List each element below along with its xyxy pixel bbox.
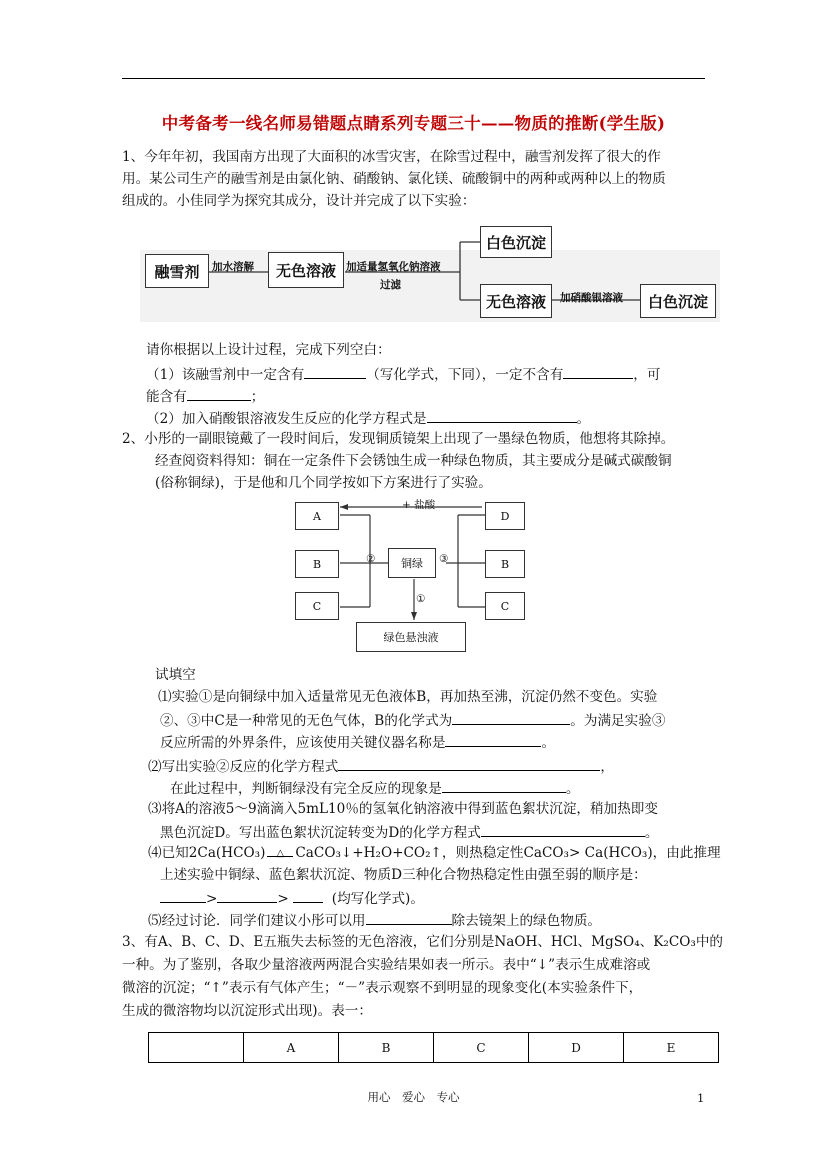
table-header-row <box>149 1033 719 1063</box>
box-colorless-solution-1: 无色溶液 <box>268 252 344 288</box>
q2-s1-line-1: ⑴实验①是向铜绿中加入适量常见无色液体B，再加热至沸，沉淀仍然不变色。实验 <box>158 689 658 705</box>
q2-line-3: (俗称铜绿)，于是他和几个同学按如下方案进行了实验。 <box>155 475 492 491</box>
box-D: D <box>485 502 525 530</box>
blank-instrument[interactable] <box>445 732 541 747</box>
blank-equation-2[interactable] <box>338 756 600 771</box>
blank-order-1[interactable] <box>160 888 206 903</box>
box-snowmelt: 融雪剂 <box>145 254 209 288</box>
blank-equation-d[interactable] <box>481 822 645 837</box>
blank-may-contain[interactable] <box>187 386 251 401</box>
blank-order-3[interactable] <box>293 888 323 903</box>
label-step-1: ① <box>416 593 426 605</box>
arrow-label-agno3: 加硝酸银溶液 <box>560 292 623 304</box>
q1-part-2: （2）加入硝酸银溶液发生反应的化学方程式是 。 <box>146 408 590 429</box>
table-cell: D <box>529 1033 624 1063</box>
blank-b-formula[interactable] <box>452 710 570 725</box>
box-white-precipitate-1: 白色沉淀 <box>480 226 552 258</box>
q1-line-2: 用。某公司生产的融雪剂是由氯化钠、硝酸钠、氯化镁、硫酸铜中的两种或两种以上的物质 <box>122 171 666 187</box>
q3-line-2: 一种。为了鉴别，各取少量溶液两两混合实验结果如表一所示。表中“↓”表示生成难溶或 <box>122 957 651 973</box>
box-verdigris: 铜绿 <box>388 548 436 578</box>
q2-s1-line-3: 反应所需的外界条件，应该使用关键仪器名称是 。 <box>160 732 555 753</box>
blank-removal-agent[interactable] <box>366 910 452 925</box>
q2-s4-line-3: > > (均写化学式)。 <box>160 888 424 909</box>
q2-s5: ⑸经过讨论．同学们建议小彤可以用 除去镜架上的绿色物质。 <box>148 910 601 931</box>
q2-fill-prompt: 试填空 <box>155 667 196 683</box>
q2-s2-line-2: 在此过程中，判断铜绿没有完全反应的现象是 。 <box>170 778 579 799</box>
box-white-precipitate-2: 白色沉淀 <box>640 284 716 318</box>
table-cell <box>149 1033 244 1063</box>
box-C-right: C <box>485 592 525 620</box>
table-cell: C <box>434 1033 529 1063</box>
box-green-suspension: 绿色悬浊液 <box>356 622 466 652</box>
box-B-left: B <box>295 550 339 578</box>
q3-line-1: 3、有A、B、C、D、E五瓶失去标签的无色溶液，它们分别是NaOH、HCl、MgSO₄、K₂CO₃中的 <box>122 934 724 950</box>
q1-part-1: （1）该融雪剂中一定含有 （写化学式，下同），一定不含有 ，可 <box>146 364 660 385</box>
heat-arrow: △ <box>265 844 295 863</box>
q2-s4-line-1: ⑷已知2Ca(HCO₃) △ CaCO₃↓+H₂O+CO₂↑，则热稳定性CaCO₃> Ca(HCO₃)，由此推理 <box>148 845 721 861</box>
page-title: 中考备考一线名师易错题点睛系列专题三十——物质的推断(学生版) <box>161 114 666 133</box>
q2-s3-line-1: ⑶将A的溶液5～9滴滴入5mL10％的氢氧化钠溶液中得到蓝色絮状沉淀，稍加热即变 <box>148 801 658 817</box>
q2-s4-line-2: 上述实验中铜绿、蓝色絮状沉淀、物质D三种化合物热稳定性由强至弱的顺序是： <box>160 867 647 883</box>
q3-table <box>148 1032 719 1063</box>
q1-line-3: 组成的。小佳同学为探究其成分，设计并完成了以下实验： <box>122 193 476 209</box>
box-C-left: C <box>295 592 339 620</box>
q3-line-4: 生成的微溶物均以沉淀形式出现)。表一： <box>122 1003 372 1019</box>
table-cell: B <box>339 1033 434 1063</box>
blank-phenomenon[interactable] <box>442 778 566 793</box>
box-B-right: B <box>485 550 525 578</box>
q2-s3-line-2: 黑色沉淀D。写出蓝色絮状沉淀转变为D的化学方程式 。 <box>160 822 658 843</box>
page-number: 1 <box>697 1091 705 1105</box>
q2-s1-line-2: ②、③中C是一种常见的无色气体，B的化学式为 。为满足实验③ <box>160 710 665 731</box>
page-footer: 用心 爱心 专心 <box>367 1090 460 1104</box>
arrow-label-naoh: 加适量氢氧化钠溶液 <box>346 261 441 273</box>
q2-line-1: 2、小彤的一副眼镜戴了一段时间后，发现铜质镜架上出现了一墨绿色物质，他想将其除掉。 <box>122 431 675 447</box>
q1-instruction: 请你根据以上设计过程，完成下列空白： <box>146 342 391 358</box>
blank-order-2[interactable] <box>217 888 277 903</box>
label-hydrochloric-acid: + 盐酸 <box>402 499 436 511</box>
header-rule <box>122 78 705 79</box>
arrow-label-filter: 过滤 <box>380 279 401 291</box>
blank-agno3-equation[interactable] <box>427 408 577 423</box>
label-step-2: ② <box>366 553 376 565</box>
q3-line-3: 微溶的沉淀；“↑”表示有气体产生；“－”表示观察不到明显的现象变化(本实验条件下， <box>122 980 643 996</box>
q1-line-1: 1、今年年初，我国南方出现了大面积的冰雪灾害，在除雪过程中，融雪剂发挥了很大的作 <box>122 149 661 165</box>
table-cell: E <box>624 1033 719 1063</box>
blank-must-not-contain[interactable] <box>563 364 633 379</box>
q2-s2-line-1: ⑵写出实验②反应的化学方程式 ， <box>148 756 614 777</box>
q2-line-2: 经查阅资料得知：铜在一定条件下会锈蚀生成一种绿色物质，其主要成分是碱式碳酸铜 <box>155 453 672 469</box>
blank-must-contain[interactable] <box>304 364 366 379</box>
q1-part-1-cont: 能含有 ； <box>146 386 264 407</box>
box-colorless-solution-2: 无色溶液 <box>480 284 552 318</box>
table-cell: A <box>244 1033 339 1063</box>
box-A: A <box>295 502 339 530</box>
arrow-label-dissolve: 加水溶解 <box>212 261 254 273</box>
label-step-3: ③ <box>439 553 449 565</box>
